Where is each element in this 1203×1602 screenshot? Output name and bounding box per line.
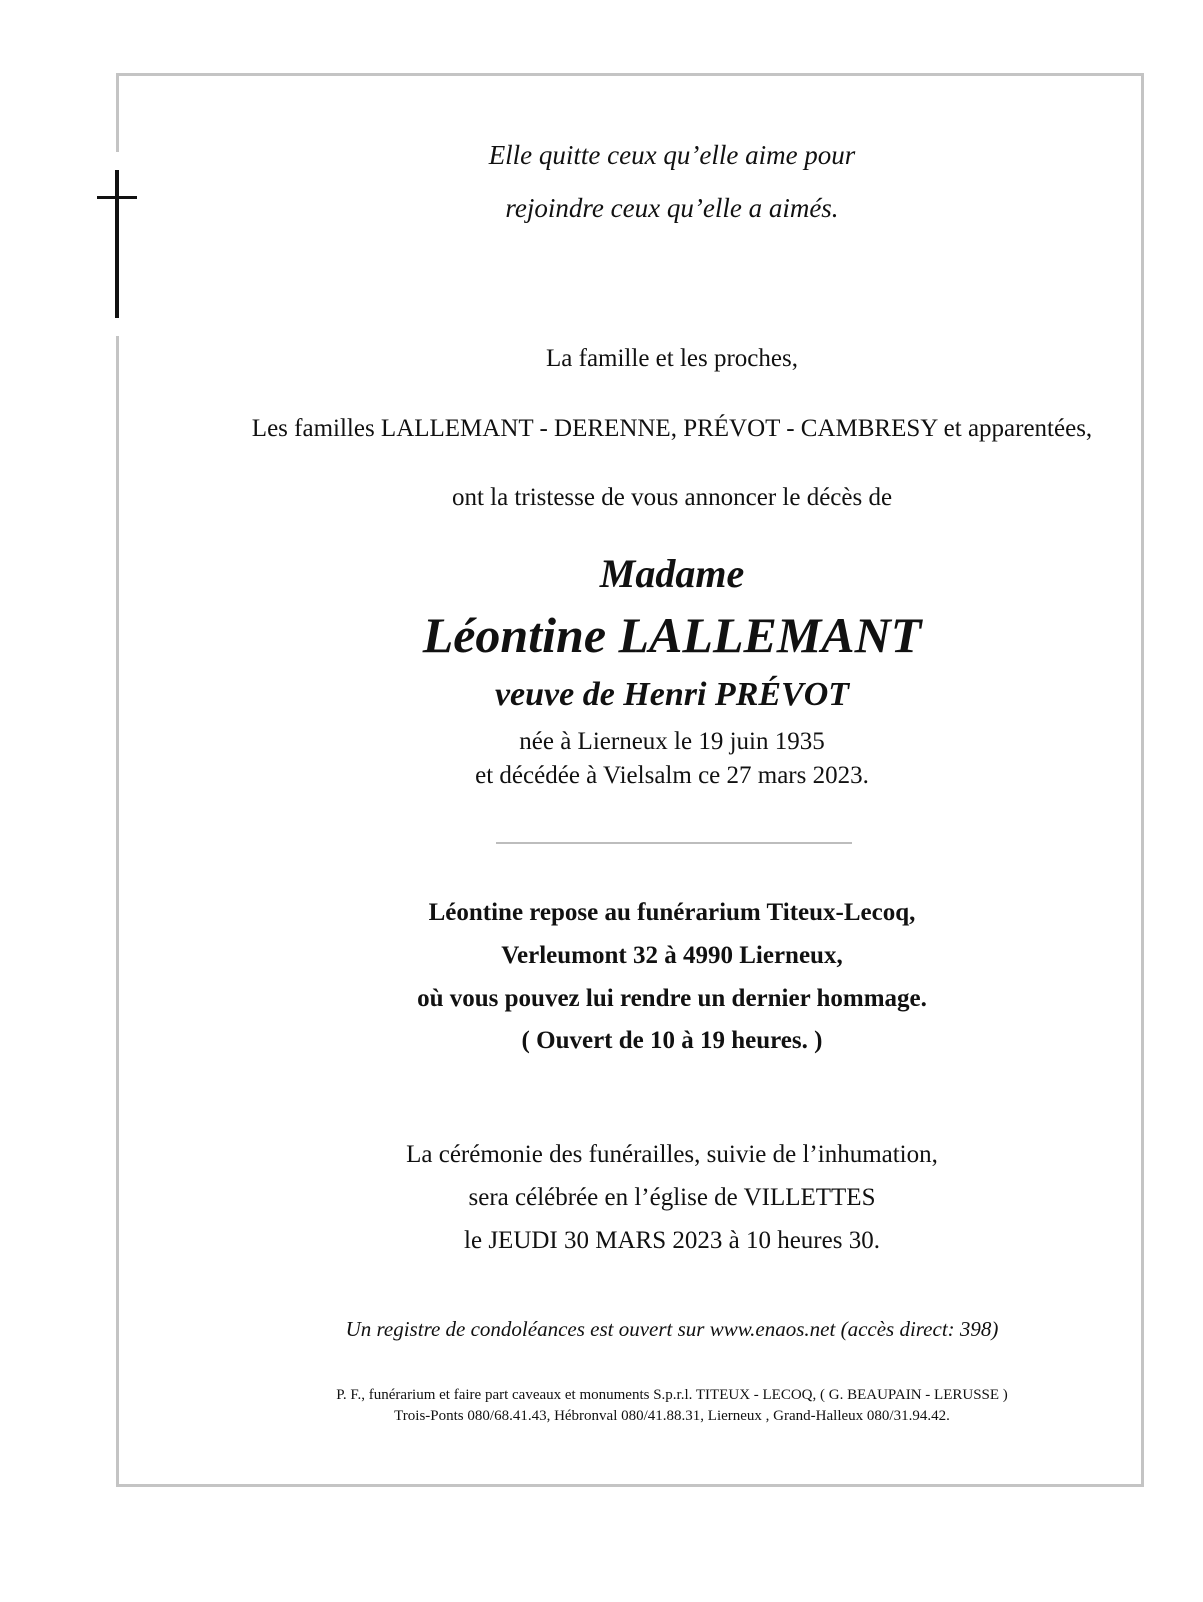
footer-line-2: Trois-Ponts 080/68.41.43, Hébronval 080/41.88.31, Lierneux , Grand-Halleux 080/31.94.42. — [394, 1408, 950, 1424]
death-line: et décédée à Vielsalm ce 27 mars 2023. — [475, 762, 869, 789]
intro-line: ont la tristesse de vous annoncer le décès de — [451, 484, 893, 511]
visitation-line-3: où vous pouvez lui rendre un dernier hommage. — [417, 985, 927, 1012]
birth-line: née à Lierneux le 19 juin 1935 — [519, 728, 825, 755]
footer-line-1: P. F., funérarium et faire part caveaux et monuments S.p.r.l. TITEUX - LECOQ, ( G. BEAUPAIN - LERUSSE ) — [336, 1387, 1008, 1403]
deceased-title: Madame — [599, 551, 745, 596]
condolence-registry: Un registre de condoléances est ouvert sur www.enaos.net (accès direct: 398) — [345, 1317, 999, 1341]
ceremony-line-3: le JEUDI 30 MARS 2023 à 10 heures 30. — [464, 1227, 880, 1254]
deceased-name: Léontine LALLEMANT — [422, 607, 922, 663]
visitation-hours: ( Ouvert de 10 à 19 heures. ) — [521, 1027, 823, 1054]
ceremony-line-1: La cérémonie des funérailles, suivie de l’inhumation, — [406, 1141, 938, 1168]
widow-of-line: veuve de Henri PRÉVOT — [494, 676, 850, 713]
quote-line-2: rejoindre ceux qu’elle a aimés. — [505, 193, 839, 223]
divider — [496, 842, 852, 844]
quote-line-1: Elle quitte ceux qu’elle aime pour — [488, 140, 856, 170]
family-line: La famille et les proches, — [546, 345, 798, 372]
visitation-line-1: Léontine repose au funérarium Titeux-Lecoq, — [428, 899, 916, 926]
cross-icon — [115, 170, 119, 318]
families-line: Les familles LALLEMANT - DERENNE, PRÉVOT - CAMBRESY et apparentées, — [251, 415, 1093, 442]
ceremony-line-2: sera célébrée en l’église de VILLETTES — [468, 1184, 876, 1211]
visitation-line-2: Verleumont 32 à 4990 Lierneux, — [501, 942, 843, 969]
